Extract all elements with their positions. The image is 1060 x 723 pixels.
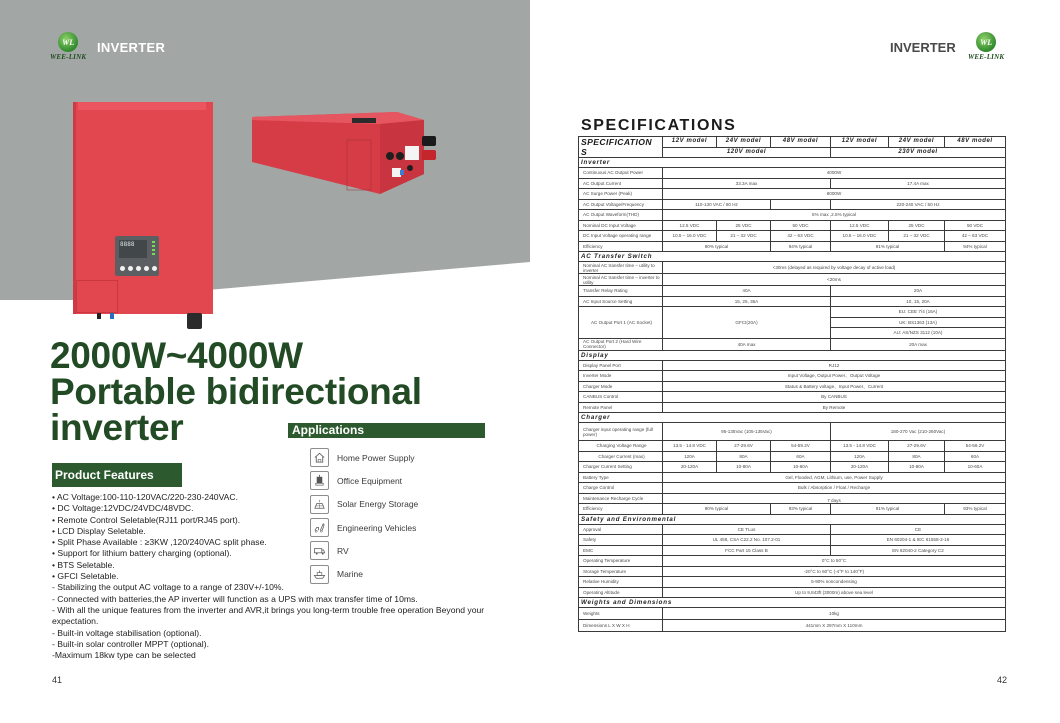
row-label: EMC: [579, 545, 663, 556]
table-row: [579, 296, 1006, 307]
cell: EN 62040-2 Category C2: [831, 545, 1006, 556]
cell: 10-80A: [717, 462, 771, 473]
cell: 4000W: [663, 168, 1006, 179]
table-row: [579, 262, 1006, 274]
cell: 27-29.6V: [889, 441, 945, 452]
section-display: Display: [579, 350, 1006, 360]
row-label: Safety: [579, 535, 663, 546]
headline-line-3: inverter: [50, 407, 184, 448]
cell: 20-120A: [663, 462, 717, 473]
cell: GFCI(20A): [663, 307, 831, 339]
home-icon: [310, 448, 329, 467]
table-row: [579, 504, 1006, 515]
row-label: Display Panel Port: [579, 360, 663, 371]
cell: Up to 9,843ft (3000m) above sea level: [663, 587, 1006, 598]
table-row: [579, 566, 1006, 577]
table-row: [579, 441, 1006, 452]
cell: EN 60204-1 & IEC 61558-2-16: [831, 535, 1006, 546]
cell: 60A: [771, 451, 831, 462]
row-label: Transfer Relay Rating: [579, 286, 663, 297]
table-row: [579, 451, 1006, 462]
cell: Input Voltage, Output Power、Output Voltage: [663, 371, 1006, 382]
table-row: [579, 274, 1006, 286]
cell: EU: CEE 7/4 (16A): [831, 307, 1006, 318]
headline-line-1: 2000W~4000W: [50, 335, 303, 376]
table-row: [579, 381, 1006, 392]
cell: 95-135Vac (105-135Vac): [663, 423, 831, 441]
row-label: CANBUS Control: [579, 392, 663, 403]
inverter-top-cap: [78, 102, 206, 110]
cell: [771, 199, 831, 210]
feature-item: • AC Voltage:100-110-120VAC/220-230-240VAC.: [52, 492, 238, 502]
row-label: Efficiency: [579, 504, 663, 515]
cell: 20-120A: [831, 462, 889, 473]
cell: 0°C to 50°C: [663, 556, 1006, 567]
row-label: Nominal DC Input Voltage: [579, 220, 663, 231]
cell: 180-270 Vac (210-260Vac): [831, 423, 1006, 441]
row-label: Charger Mode: [579, 381, 663, 392]
table-row: [579, 423, 1006, 441]
product-image-portable-inverter: [252, 112, 462, 194]
model-header: 24V model: [717, 137, 771, 148]
cell: 5-90% noncondensing: [663, 577, 1006, 588]
cell: 10-60A: [771, 462, 831, 473]
cell: 15, 25, 35A: [663, 296, 831, 307]
cell: 25 VDC: [717, 220, 771, 231]
application-label: Office Equipment: [337, 475, 403, 486]
headline-line-2: Portable bidirectional: [50, 371, 422, 412]
cell: 21 – 32 VDC: [717, 231, 771, 242]
section-weights-dimensions: Weights and Dimensions: [579, 598, 1006, 608]
header-title: INVERTER: [890, 40, 956, 55]
cell: 110-130 VAC / 60 Hz: [663, 199, 771, 210]
cell: 7 days: [663, 493, 1006, 504]
cell: 40A: [663, 286, 831, 297]
table-row: [579, 199, 1006, 210]
page-number: 41: [52, 675, 63, 685]
cell: 13.5 - 14.8 VDC: [663, 441, 717, 452]
cell: 50 VDC: [945, 220, 1006, 231]
cell: 441mm X 297mm X 110mm: [663, 620, 1006, 632]
cell: 94% typical: [771, 241, 831, 252]
table-row: [579, 577, 1006, 588]
feature-item: - Built-in voltage stabilisation (optional).: [52, 627, 202, 638]
cell: 20A max: [831, 338, 1006, 350]
group-header-120v: 120V model: [663, 147, 831, 158]
table-row: [579, 392, 1006, 403]
row-label: AC Input Source Setting: [579, 296, 663, 307]
row-label: AC Output Waveform(THD): [579, 210, 663, 221]
row-label: Nominal AC transfer time – utility to inverter: [579, 262, 663, 274]
cell: 10.5 – 16.0 VDC: [831, 231, 889, 242]
application-label: Marine: [337, 569, 363, 580]
cell: 5% max ,2.5% typical: [663, 210, 1006, 221]
cell: 20A: [831, 286, 1006, 297]
row-label: Storage Temperature: [579, 566, 663, 577]
cell: 40A max: [663, 338, 831, 350]
cell: CE: [831, 524, 1006, 535]
cell: 10.5 – 16.0 VDC: [663, 231, 717, 242]
cell: UK: BS1363 (13A): [831, 317, 1006, 328]
table-row: [579, 168, 1006, 179]
logo-text: WEE-LINK: [50, 53, 87, 61]
cell: 10kg: [663, 608, 1006, 620]
table-row: [579, 307, 1006, 318]
cell: -20°C to 60°C (-4°F to 140°F): [663, 566, 1006, 577]
cell: 27-29.6V: [717, 441, 771, 452]
row-label: Weights: [579, 608, 663, 620]
logo-text: WEE-LINK: [968, 53, 1005, 61]
cell: 80A: [889, 451, 945, 462]
feature-item: • DC Voltage:12VDC/24VDC/48VDC.: [52, 503, 194, 514]
row-label: Continuous AC Output Power: [579, 168, 663, 179]
model-header: 12V model: [663, 137, 717, 148]
table-corner-header: SPECIFICATION S: [579, 137, 663, 158]
row-label: Charge Control: [579, 483, 663, 494]
status-leds: [152, 241, 156, 255]
cell: UL 458, CSA C22.2 No. 107.2-01: [663, 535, 831, 546]
row-label: Operating Temperature: [579, 556, 663, 567]
cell: 90% typical: [663, 241, 771, 252]
cell: 8000W: [663, 189, 1006, 200]
applications-heading: Applications: [288, 423, 485, 438]
row-label: AC Output Voltage/Frequency: [579, 199, 663, 210]
cell: 10-80A: [889, 462, 945, 473]
table-row: [579, 535, 1006, 546]
row-label: Maintenance Recharge Cycle: [579, 493, 663, 504]
cell: <20ms: [663, 274, 1006, 286]
section-safety-environmental: Safety and Environmental: [579, 514, 1006, 524]
cell: 54-59.2V: [771, 441, 831, 452]
feature-item: • Split Phase Available : ≥3KW ,120/240VAC split phase.: [52, 537, 267, 548]
row-label: AC Output Port 2 (Hard Wire Connector): [579, 338, 663, 350]
model-header: 24V model: [889, 137, 945, 148]
cable-gland: [97, 313, 101, 319]
logo-mark-icon: WL: [58, 32, 78, 52]
brand-logo: [50, 32, 86, 61]
cell: 12.5 VDC: [663, 220, 717, 231]
row-label: AC Surge Power (Peak): [579, 189, 663, 200]
cell: 91% typical: [831, 241, 945, 252]
inverter-control-panel: [115, 236, 159, 276]
table-row: [579, 620, 1006, 632]
panel-buttons: [120, 266, 157, 271]
cell: 42 – 63 VDC: [771, 231, 831, 242]
table-row: [579, 178, 1006, 189]
cell: <30ms (delayed as required by voltage decay of active load): [663, 262, 1006, 274]
cell: 42 – 63 VDC: [945, 231, 1006, 242]
cell: 93% typical: [771, 504, 831, 515]
row-label: DC Input Voltage operating range: [579, 231, 663, 242]
section-ac-transfer-switch: AC Transfer Switch: [579, 252, 1006, 262]
table-header-row: [579, 137, 1006, 148]
feature-item: • BTS Seletable.: [52, 559, 115, 570]
table-row: [579, 587, 1006, 598]
cell: Gel, Flooded, AGM, Lithium, use, Power Supply: [663, 472, 1006, 483]
feature-item: • Remote Control Seletable(RJ11 port/RJ45 port).: [52, 514, 241, 525]
row-label: Nominal AC transfer time – inverter to utility: [579, 274, 663, 286]
right-page: [530, 0, 1060, 723]
feature-item: • GFCI Seletable.: [52, 571, 119, 582]
feature-item: - Built-in solar controller MPPT (optional).: [52, 638, 209, 649]
cell: 54-59.2V: [945, 441, 1006, 452]
row-label: Dimensions L X W X H: [579, 620, 663, 632]
table-row: [579, 472, 1006, 483]
table-row: [579, 556, 1006, 567]
power-plug: [187, 313, 202, 329]
feature-item: -Maximum 18kw type can be selected: [52, 650, 196, 661]
row-label: Efficiency: [579, 241, 663, 252]
group-header-230v: 230V model: [831, 147, 1006, 158]
cell: 21 – 32 VDC: [889, 231, 945, 242]
application-item: [310, 469, 418, 492]
feature-item: - Connected with batteries,the AP inverter will function as a UPS with max transfer time of 10ms.: [52, 593, 418, 604]
row-label: Charging Voltage Range: [579, 441, 663, 452]
model-header: 12V model: [831, 137, 889, 148]
application-item: [310, 446, 418, 469]
cell: 17.4A max: [831, 178, 1006, 189]
cell: 33.3A max: [663, 178, 831, 189]
cell: By Remote: [663, 402, 1006, 413]
cell: 10, 15, 20A: [831, 296, 1006, 307]
application-label: Solar Energy Storage: [337, 499, 419, 510]
feature-item: - With all the unique features from the inverter and AVR,it brings you long-term trouble free operation Beyond your expectation.: [52, 604, 485, 627]
cell: 13.5 - 14.8 VDC: [831, 441, 889, 452]
application-label: RV: [337, 545, 349, 556]
row-label: Charger Current Setting: [579, 462, 663, 473]
cell: 220-240 VAC / 50 Hz: [831, 199, 1006, 210]
table-row: [579, 462, 1006, 473]
inverter-terminal-cover: [76, 280, 118, 313]
table-row: [579, 608, 1006, 620]
cell: 10-60A: [945, 462, 1006, 473]
cell: 50 VDC: [771, 220, 831, 231]
model-header: 48V model: [945, 137, 1006, 148]
table-row: [579, 524, 1006, 535]
cell: 90% typical: [663, 504, 771, 515]
brand-logo: [968, 32, 1004, 61]
cell: AU: AS/NZS 3112 (10A): [831, 328, 1006, 339]
cell: 120A: [831, 451, 889, 462]
table-row: [579, 545, 1006, 556]
application-label: Home Power Supply: [337, 452, 415, 463]
header-title: INVERTER: [97, 40, 166, 55]
model-header: 48V model: [771, 137, 831, 148]
row-label: Battery Type: [579, 472, 663, 483]
specifications-table: [578, 136, 1006, 632]
cell: 60A: [945, 451, 1006, 462]
product-features-heading: Product Features: [52, 463, 182, 487]
application-label: Engineering Vehicles: [337, 522, 417, 533]
cell: Status & Battery voltage、Input Power、Current: [663, 381, 1006, 392]
table-row: [579, 231, 1006, 242]
cell: 25 VDC: [889, 220, 945, 231]
table-row: [579, 210, 1006, 221]
table-row: [579, 189, 1006, 200]
table-row: [579, 483, 1006, 494]
row-label: AC Output Port 1 (AC Socket): [579, 307, 663, 339]
cell: 80A: [717, 451, 771, 462]
section-inverter: Inverter: [579, 158, 1006, 168]
cell: By CANBUS: [663, 392, 1006, 403]
table-row: [579, 493, 1006, 504]
table-row: [579, 360, 1006, 371]
row-label: Approval: [579, 524, 663, 535]
cell: FCC Part 15 Class B: [663, 545, 831, 556]
row-label: AC Output Current: [579, 178, 663, 189]
table-row: [579, 371, 1006, 382]
cell: 94% typical: [945, 241, 1006, 252]
table-row: [579, 220, 1006, 231]
feature-item: • LCD Display Seletable.: [52, 525, 146, 536]
cell: Bulk / Absorption / Float / Recharge: [663, 483, 1006, 494]
row-label: Operating Altitude: [579, 587, 663, 598]
cell: 12.5 VDC: [831, 220, 889, 231]
specifications-title: SPECIFICATIONS: [581, 117, 737, 134]
feature-item: • Support for lithium battery charging (optional).: [52, 548, 232, 559]
lcd-display: 8888: [119, 240, 147, 258]
product-features-list: [52, 492, 492, 661]
logo-mark-icon: WL: [976, 32, 996, 52]
table-row: [579, 241, 1006, 252]
cell: RJ12: [663, 360, 1006, 371]
row-label: Charger Current (max): [579, 451, 663, 462]
feature-item: - Stabilizing the output AC voltage to a range of 230V+/-10%.: [52, 582, 284, 593]
row-label: Charger input operating range (full power): [579, 423, 663, 441]
table-row: [579, 402, 1006, 413]
page-number: 42: [997, 675, 1008, 685]
cell: CE TLus: [663, 524, 831, 535]
cell: 120A: [663, 451, 717, 462]
cell: 91% typical: [831, 504, 945, 515]
office-icon: [310, 471, 329, 490]
section-charger: Charger: [579, 413, 1006, 423]
row-label: Remote Panel: [579, 402, 663, 413]
cell: 93% typical: [945, 504, 1006, 515]
table-row: [579, 286, 1006, 297]
row-label: Relative Humidity: [579, 577, 663, 588]
table-row: [579, 338, 1006, 350]
row-label: Inverter Mode: [579, 371, 663, 382]
cable-gland: [110, 313, 114, 319]
